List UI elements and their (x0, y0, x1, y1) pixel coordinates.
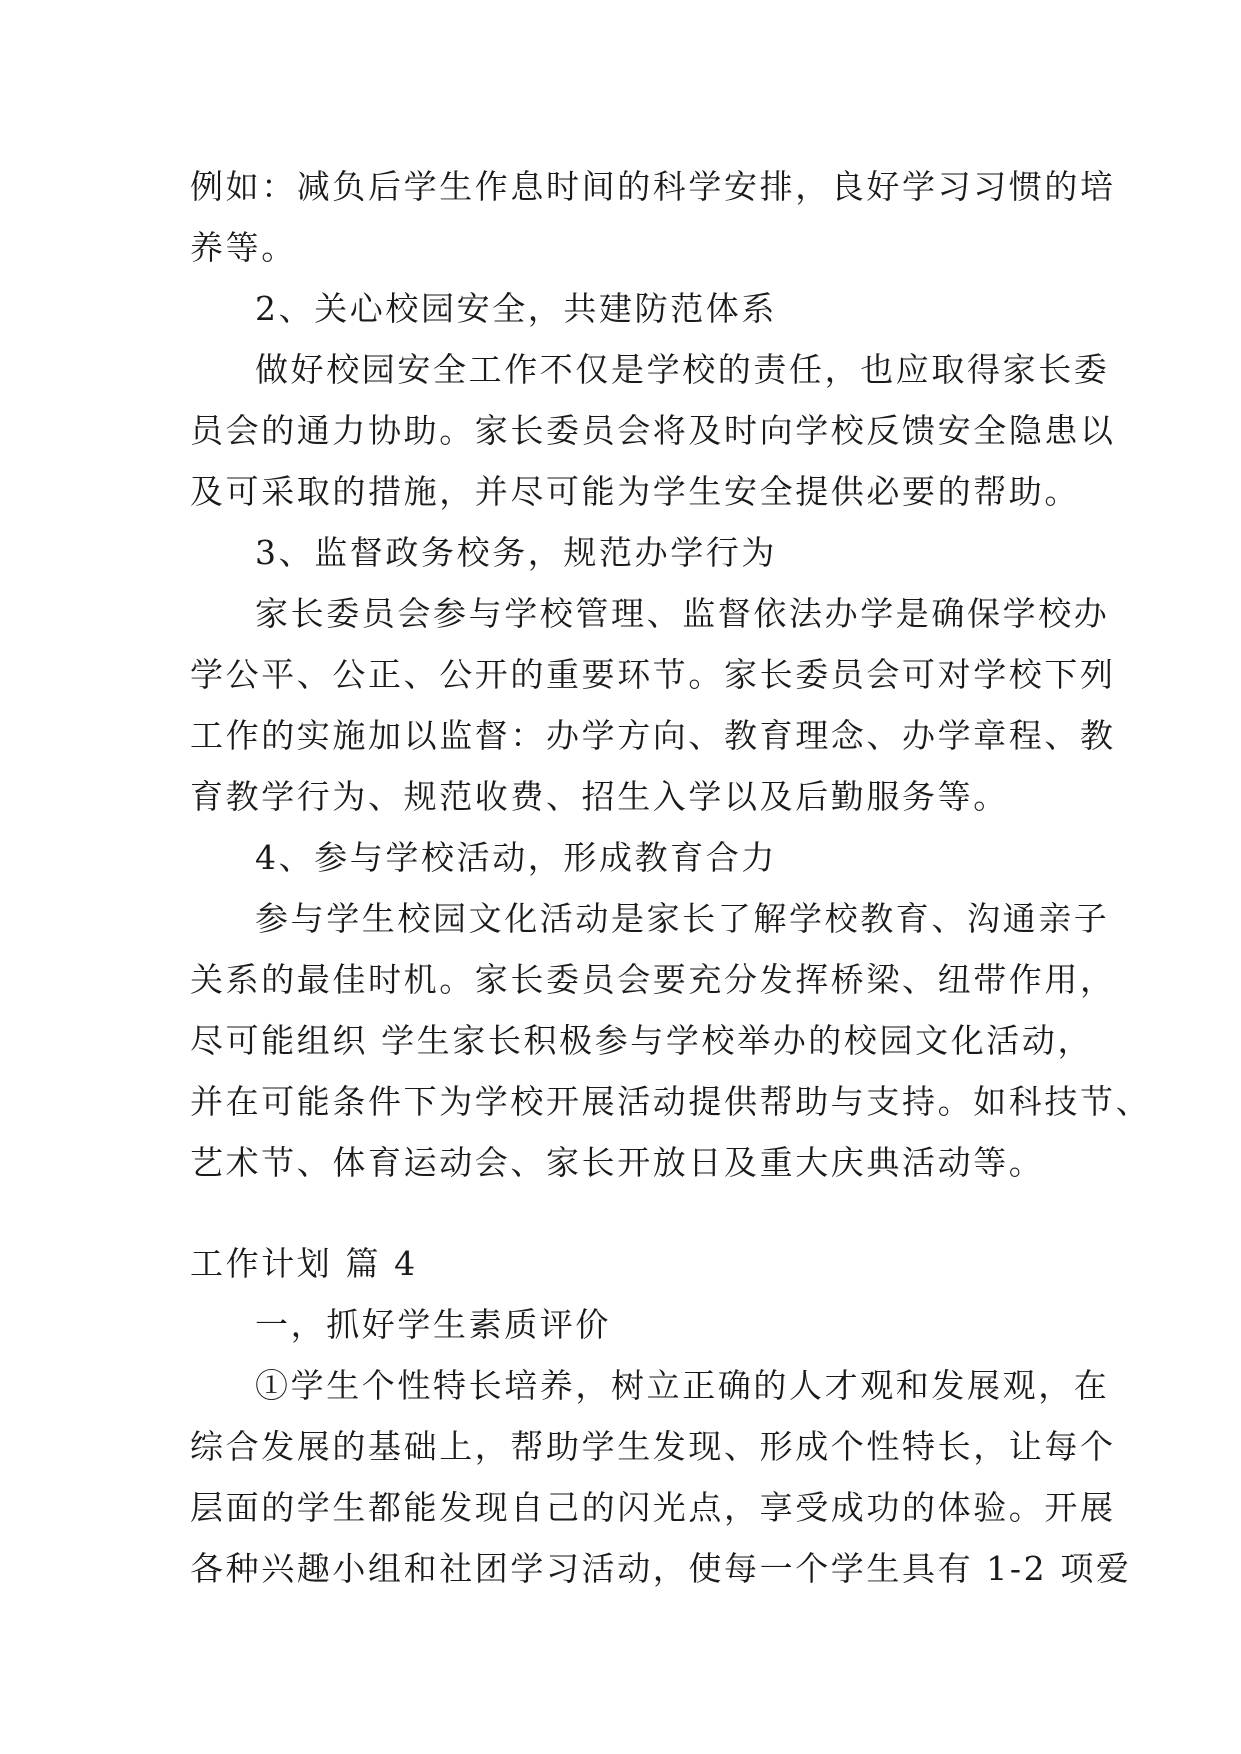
paragraph-line: 做好校园安全工作不仅是学校的责任，也应取得家长委 (255, 350, 1110, 389)
paragraph-line: 工作的实施加以监督：办学方向、教育理念、办学章程、教 (190, 716, 1116, 755)
document-title: 工作计划 篇 4 (190, 1244, 418, 1283)
paragraph-line: ①学生个性特长培养，树立正确的人才观和发展观，在 (255, 1366, 1110, 1405)
section-heading: 2、关心校园安全，共建防范体系 (255, 289, 777, 328)
paragraph-line: 层面的学生都能发现自己的闪光点，享受成功的体验。开展 (190, 1488, 1116, 1527)
paragraph-line: 例如：减负后学生作息时间的科学安排，良好学习习惯的培 (190, 167, 1116, 206)
paragraph-line: 尽可能组织 学生家长积极参与学校举办的校园文化活动， (190, 1021, 1094, 1060)
paragraph-line: 员会的通力协助。家长委员会将及时向学校反馈安全隐患以 (190, 411, 1116, 450)
paragraph-line: 养等。 (190, 228, 297, 267)
section-heading: 一，抓好学生素质评价 (255, 1305, 611, 1344)
paragraph-line: 艺术节、体育运动会、家长开放日及重大庆典活动等。 (190, 1143, 1045, 1182)
paragraph-line: 并在可能条件下为学校开展活动提供帮助与支持。如科技节、 (190, 1082, 1152, 1121)
paragraph-line: 及可采取的措施，并尽可能为学生安全提供必要的帮助。 (190, 472, 1080, 511)
paragraph-line: 综合发展的基础上，帮助学生发现、形成个性特长，让每个 (190, 1427, 1116, 1466)
paragraph-line: 各种兴趣小组和社团学习活动，使每一个学生具有 1-2 项爱 (190, 1549, 1132, 1588)
paragraph-line: 家长委员会参与学校管理、监督依法办学是确保学校办 (255, 594, 1110, 633)
paragraph-line: 学公平、公正、公开的重要环节。家长委员会可对学校下列 (190, 655, 1116, 694)
paragraph-line: 参与学生校园文化活动是家长了解学校教育、沟通亲子 (255, 899, 1110, 938)
paragraph-line: 育教学行为、规范收费、招生入学以及后勤服务等。 (190, 777, 1009, 816)
section-heading: 4、参与学校活动，形成教育合力 (255, 838, 777, 877)
paragraph-line: 关系的最佳时机。家长委员会要充分发挥桥梁、纽带作用， (190, 960, 1116, 999)
section-heading: 3、监督政务校务，规范办学行为 (255, 533, 777, 572)
